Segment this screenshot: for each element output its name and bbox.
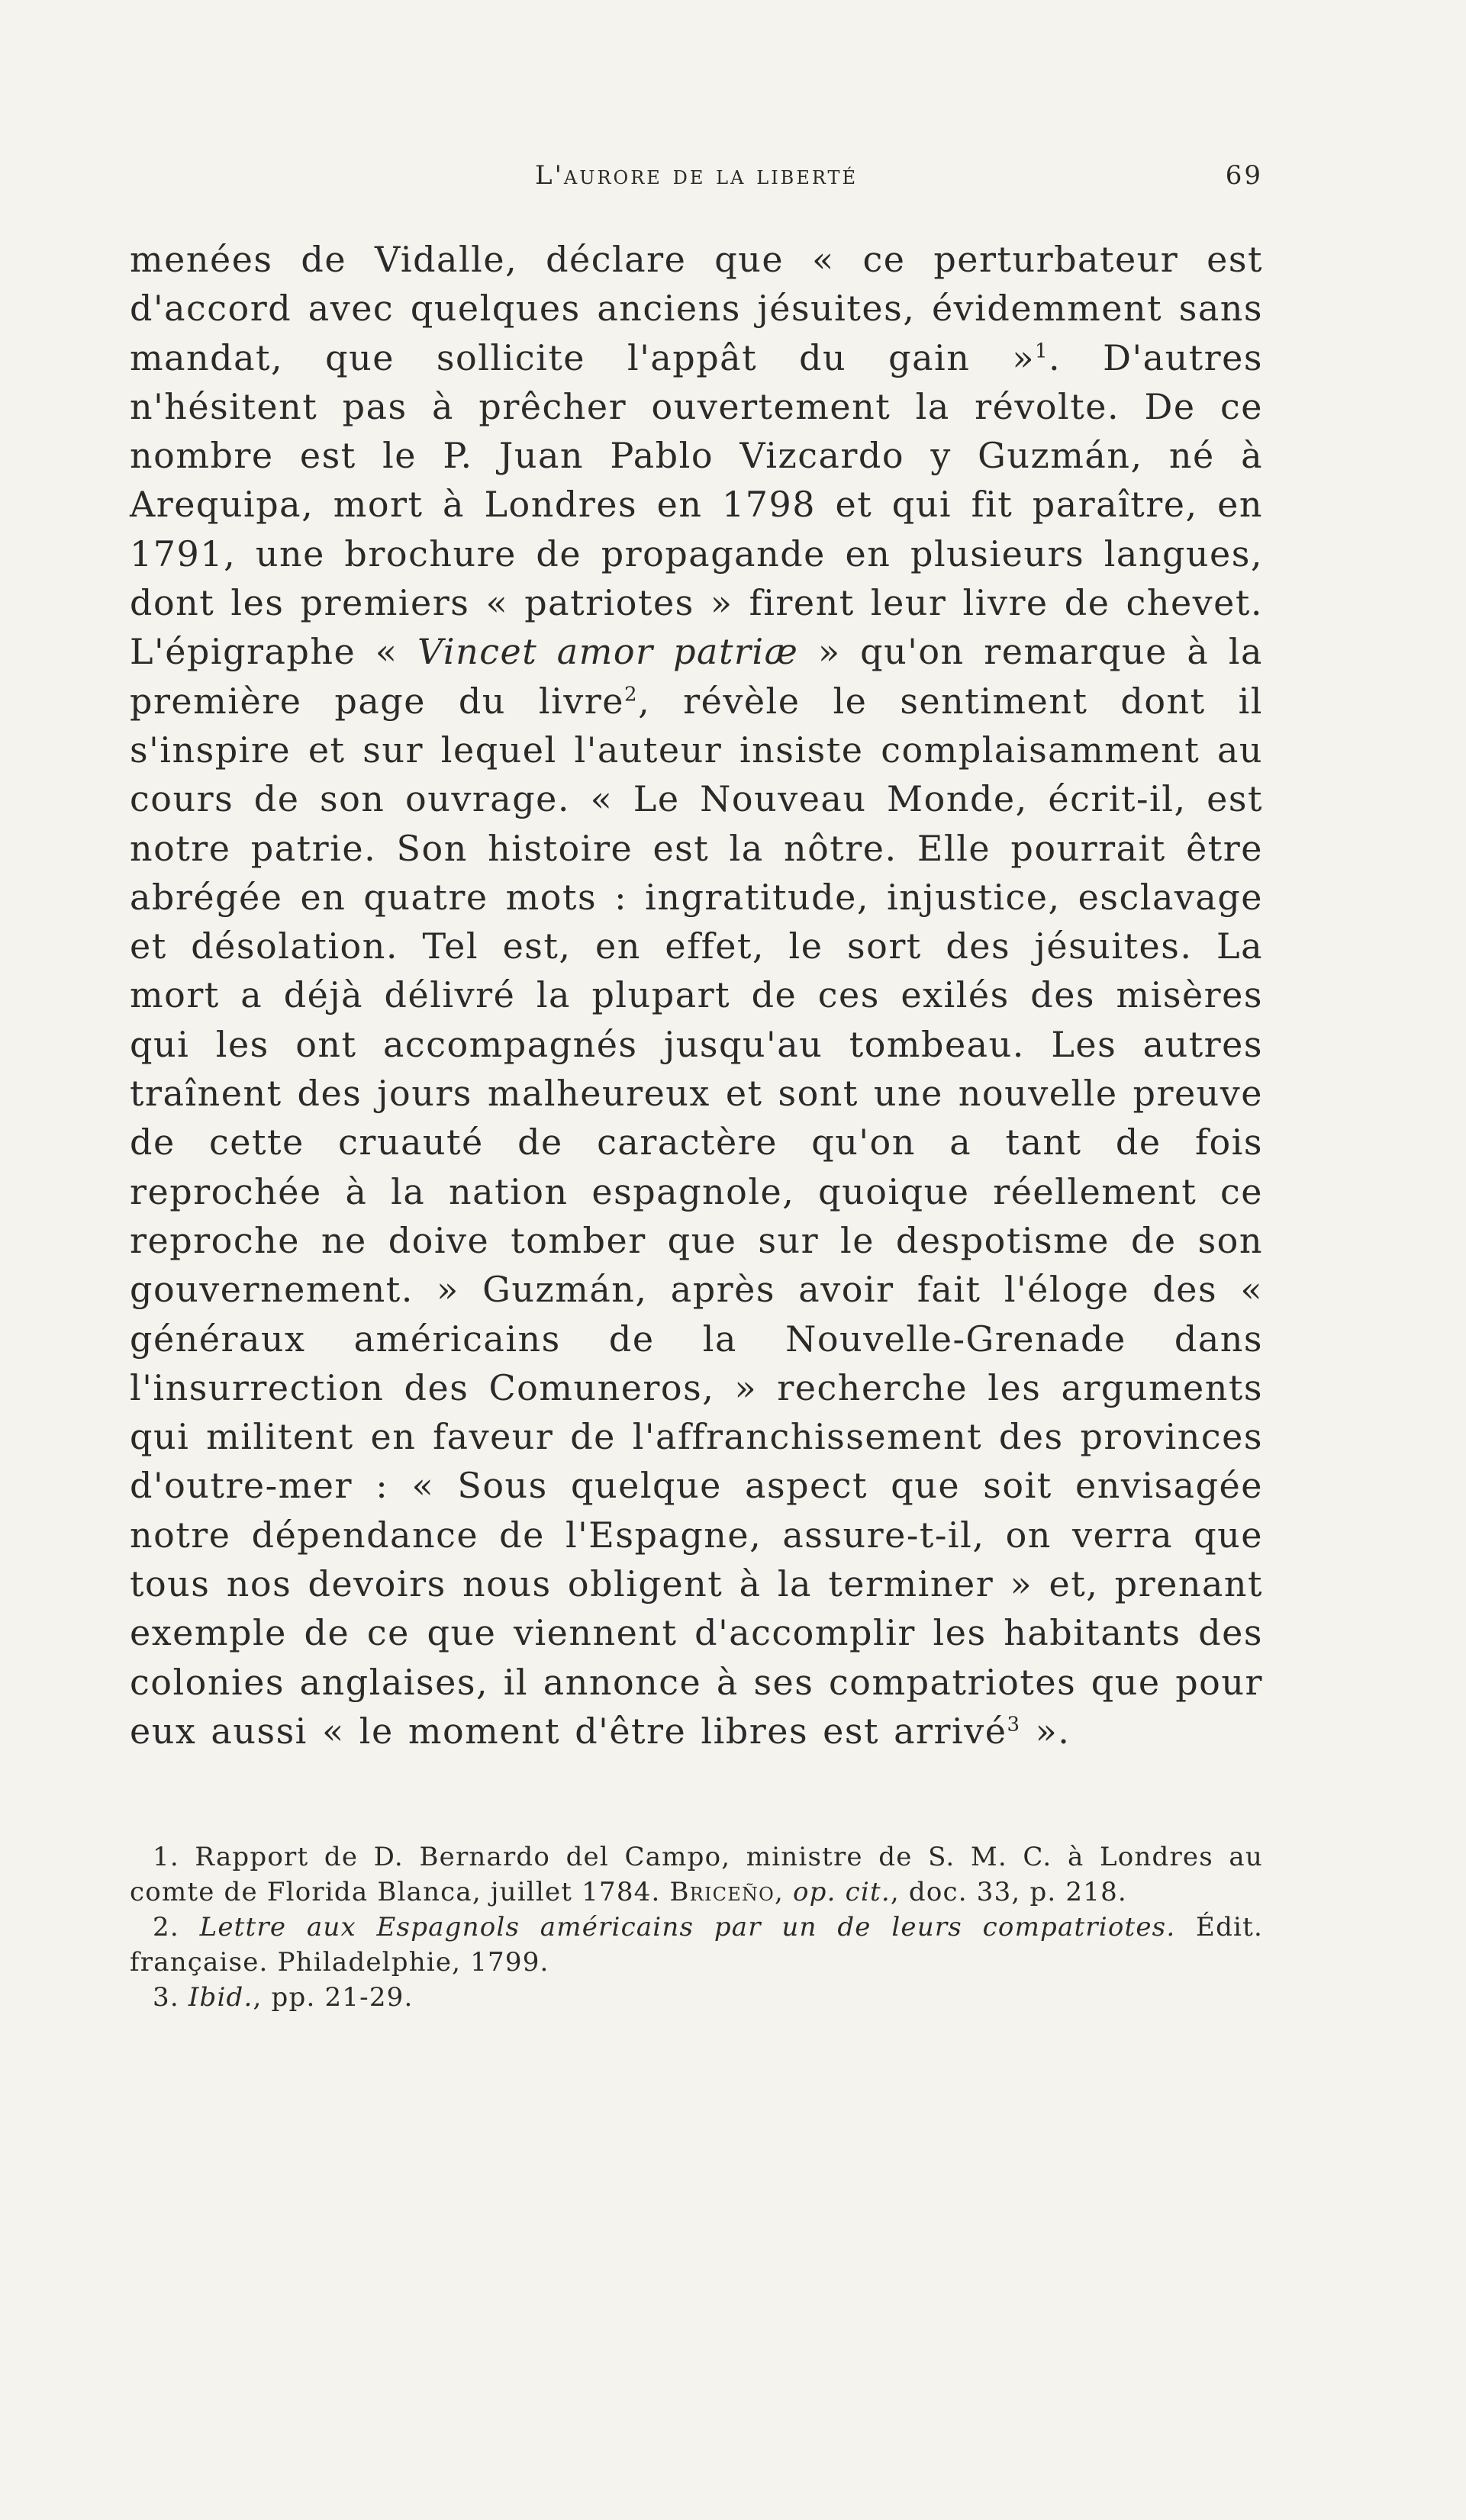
sentence-end: ». [1020,1710,1071,1752]
footnote-text: Rapport de D. Bernardo del Campo, ministre de S. M. C. à Londres au comte de Florida Blanca, juillet 1784. [130,1842,1263,1908]
footnote-number: 2. [153,1912,179,1943]
footnote-ref-3: 3 [1007,1713,1021,1736]
sentence-vizcardo: . D'autres n'hésitent pas à prêcher ouvertement la révolte. De ce nombre est le P. Juan Pablo Vizcardo y Guzmán, né à Arequipa, mort à Londres en 1798 et qui fit paraître, en 1791, une brochure de propagande en plusieurs langues, dont les premiers « patriotes » firent leur livre de chevet. L'épigraphe « [130,336,1263,673]
footnote-text: , pp. 21-29. [253,1982,414,2013]
footnote-text: , doc. 33, p. 218. [890,1877,1127,1908]
book-page [130,160,1263,2015]
footnote-separator: , [775,1877,794,1908]
sentence-epigraph-close: » qu'on remarque à la première page du livre [130,631,1263,722]
sentence-guzman: , révèle le sentiment dont il s'inspire et sur lequel l'auteur insiste complaisamment au cours de son ouvrage. « Le Nouveau Monde, écrit-il, est notre patrie. Son histoire est la nôtre. Elle pourrait être abrégée en quatre mots : ingratitude, injustice, esclavage et désolation. Tel est, en effet, le sort des jésuites. La mort a déjà délivré la plupart de ces exilés des misères qui les ont accompagnés jusqu'au tombeau. Les autres traînent des jours malheureux et sont une nouvelle preuve de cette cruauté de caractère qu'on a tant de fois reprochée à la nation espagnole, quoique réellement ce reproche ne doive tomber que sur le despotisme de son gouvernement. » Guzmán, après avoir fait l'éloge des « généraux américains de la Nouvelle-Grenade dans l'insurrection des Comuneros, » recherche les arguments qui militent en faveur de l'affranchissement des provinces d'outre-mer : « Sous quelque aspect que soit envisagée notre dépendance de l'Espagne, assure-t-il, on verra que tous nos devoirs nous obligent à la terminer » et, prenant exemple de ce que viennent d'accomplir les habitants des colonies anglaises, il annonce à ses compatriotes que pour eux aussi « le moment d'être libres est arrivé [130,680,1263,1752]
page-number: 69 [1225,160,1263,191]
running-title: L'aurore de la liberté [534,160,859,191]
footnotes [130,1839,1263,2015]
footnote-number: 1. [153,1842,179,1873]
footnote-2 [130,1910,1263,1980]
footnote-ref-2: 2 [624,683,639,706]
footnote-ibid: Ibid. [188,1982,253,2013]
footnote-number: 3. [153,1982,179,2013]
footnote-author: Briceño [669,1877,775,1908]
paragraph [130,235,1263,1756]
epigraph: Vincet amor patriæ [417,631,799,673]
body-text [130,235,1263,1756]
footnote-text: Édit. française. Philadelphie, 1799. [130,1912,1263,1978]
footnote-3 [130,1980,1263,2015]
footnote-ref-1: 1 [1034,340,1049,363]
footnote-1 [130,1839,1263,1910]
running-head [130,160,1263,206]
footnote-op-cit: op. cit. [793,1877,891,1908]
sentence-vidalle: menées de Vidalle, déclare que « ce perturbateur est d'accord avec quelques anciens jésuites, évidemment sans mandat, que sollicite l'appât du gain » [130,239,1263,378]
footnote-title: Lettre aux Espagnols américains par un de leurs compatriotes. [199,1912,1176,1943]
